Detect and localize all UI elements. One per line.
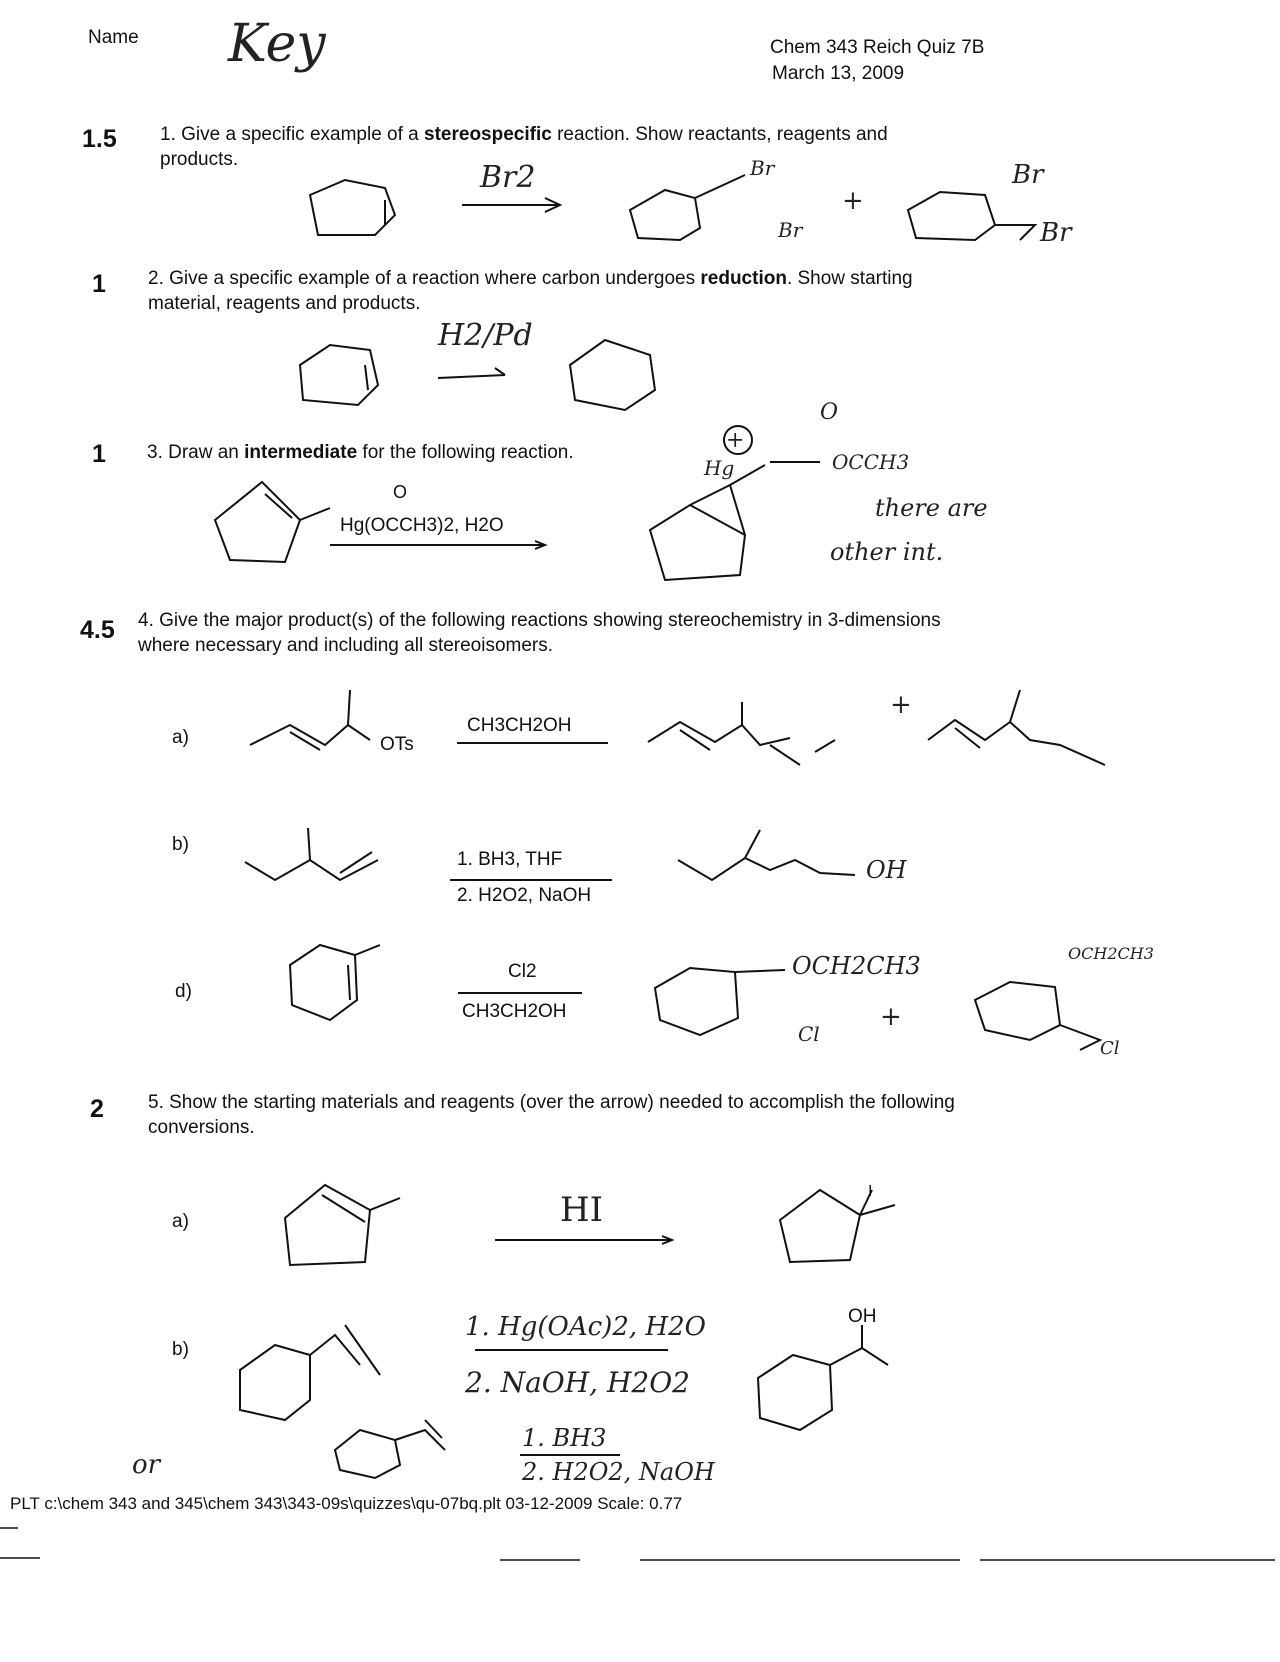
q5b-product-bonds (830, 1325, 888, 1365)
question-2-line2: material, reagents and products. (148, 293, 421, 314)
q4a-product-1 (648, 702, 835, 765)
q1-cyclohexene (310, 180, 395, 235)
q1-br-1: Br (750, 156, 775, 180)
q3-note-2: other int. (830, 538, 944, 566)
q2-reagent: H2/Pd (438, 318, 533, 353)
q5a-reagent: HI (560, 1190, 604, 1230)
q4d-ethoxy-1: OCH2CH3 (792, 952, 921, 980)
score-q2: 1 (92, 270, 106, 298)
q2-double-bond (365, 365, 368, 390)
question-5-line2: conversions. (148, 1117, 255, 1138)
q3-arrow (330, 541, 545, 549)
q4a-reactant (250, 690, 370, 750)
q3-text: 3. Draw an (147, 442, 245, 463)
q5b-reagent-1: 1. Hg(OAc)2, H2O (465, 1312, 706, 1342)
q4d-product-2-bond (1060, 1025, 1100, 1050)
q4d-methylcyclohexene (290, 945, 357, 1020)
question-4: 4. Give the major product(s) of the following reactions showing stereochemistry in 3-dimensions (138, 610, 941, 631)
q4b-reactant (245, 828, 378, 880)
q4b-label: b) (172, 834, 189, 855)
q1-wedge-2 (995, 225, 1035, 240)
q3-charge-circle (724, 426, 752, 454)
q3-keyword: intermediate (244, 442, 358, 463)
q5a-label: a) (172, 1211, 189, 1232)
q1-br-2: Br (778, 218, 803, 242)
q4b-product (678, 830, 855, 880)
q1-plus: + (842, 186, 864, 216)
q3-note-1: there are (875, 494, 988, 522)
q2-arrow (438, 368, 505, 378)
footer-scan-lines (0, 1528, 1275, 1560)
q4d-methyl (355, 945, 380, 955)
q1-arrow (462, 198, 560, 212)
question-1-line2: products. (160, 149, 239, 170)
score-q5: 2 (90, 1095, 104, 1123)
q5a-product-bonds (860, 1190, 895, 1215)
score-q3: 1 (92, 440, 106, 468)
name-label: Name (88, 27, 139, 48)
course-title: Chem 343 Reich Quiz 7B (770, 37, 985, 58)
q4d-reagent-2: CH3CH2OH (462, 1001, 567, 1022)
q2-cyclohexane (570, 340, 655, 410)
q4d-product-1 (655, 968, 738, 1035)
q2-keyword: reduction (700, 268, 787, 289)
q3-reagent-o: O (393, 482, 408, 502)
q4d-ethoxy-2: OCH2CH3 (1068, 944, 1154, 963)
score-q1: 1.5 (82, 125, 117, 153)
q1-wedge-1 (695, 175, 745, 198)
q4d-label: d) (175, 981, 192, 1002)
q4d-cl-1: Cl (798, 1022, 820, 1046)
q5b-product-oh: OH (848, 1306, 877, 1327)
q4d-reagent-1: Cl2 (508, 961, 537, 982)
q3-charge: + (726, 428, 745, 453)
q1-product-1 (630, 190, 700, 240)
q4b-product-oh: OH (866, 856, 907, 884)
q4d-product-2 (975, 982, 1060, 1040)
q5a-product (780, 1190, 860, 1262)
q4d-product-1-bond (735, 970, 785, 972)
q5a-methyl (370, 1198, 400, 1210)
q4d-plus: + (880, 1002, 902, 1032)
q3-carbonyl-o: O (820, 400, 839, 425)
q1-br-3: Br (1012, 160, 1044, 190)
q5b-vinylcyclohexane (240, 1345, 310, 1420)
q4d-double-bond (348, 965, 350, 1000)
q4a-leaving-group: OTs (380, 734, 414, 755)
q5a-arrow (495, 1236, 672, 1244)
name-handwritten: Key (228, 14, 326, 74)
q1-text: 1. Give a specific example of a (160, 124, 425, 145)
q5b-product (758, 1355, 832, 1430)
score-q4: 4.5 (80, 616, 115, 644)
q5b-reagent-2: 2. NaOH, H2O2 (465, 1366, 690, 1399)
q5a-product-i: I (868, 1183, 873, 1200)
q4a-reagent: CH3CH2OH (467, 715, 572, 736)
q1-reagent: Br2 (480, 160, 536, 195)
quiz-date: March 13, 2009 (772, 63, 905, 84)
question-4-line2: where necessary and including all stereoisomers. (138, 635, 554, 656)
q1-product-2 (908, 192, 995, 240)
q3-mercurinium (650, 462, 820, 580)
q3-text-end: for the following reaction. (357, 442, 574, 463)
q1-br-4: Br (1040, 218, 1072, 248)
q5a-methylcyclopentene (285, 1185, 370, 1265)
footer-path: PLT c:\chem 343 and 345\chem 343\343-09s\quizzes\qu-07bq.plt 03-12-2009 Scale: 0.77 (10, 1494, 683, 1513)
q4b-reagent-2: 2. H2O2, NaOH (457, 885, 592, 906)
q4a-plus: + (890, 690, 912, 720)
question-5: 5. Show the starting materials and reagents (over the arrow) needed to accomplish the following (148, 1092, 955, 1113)
q5b-alt-alkene (395, 1420, 445, 1450)
q2-text-end: . Show starting (786, 268, 913, 289)
q4b-reagent-1: 1. BH3, THF (457, 849, 563, 870)
q4d-cl-2: Cl (1100, 1038, 1120, 1059)
q5b-alt-reagent-2: 2. H2O2, NaOH (522, 1458, 715, 1486)
q5b-or: or (132, 1450, 161, 1480)
q5b-label: b) (172, 1339, 189, 1360)
q5a-double-bond (322, 1195, 365, 1222)
q1-text-end: reaction. Show reactants, reagents and (551, 124, 888, 145)
q3-methylcyclopentene (215, 482, 300, 562)
q1-keyword: stereospecific (424, 124, 552, 145)
q5b-alt-reagent-1: 1. BH3 (522, 1424, 607, 1452)
q4a-label: a) (172, 727, 189, 748)
q3-methyl (300, 508, 330, 520)
q5b-alt-reactant (335, 1430, 400, 1478)
q4a-product-2 (928, 690, 1105, 765)
q3-hg: Hg (704, 456, 735, 480)
q2-text: 2. Give a specific example of a reaction where carbon undergoes (148, 268, 701, 289)
q3-reagent: Hg(OCCH3)2, H2O (340, 515, 504, 536)
q3-acetate: OCCH3 (832, 450, 910, 474)
q5b-vinyl (310, 1325, 380, 1375)
